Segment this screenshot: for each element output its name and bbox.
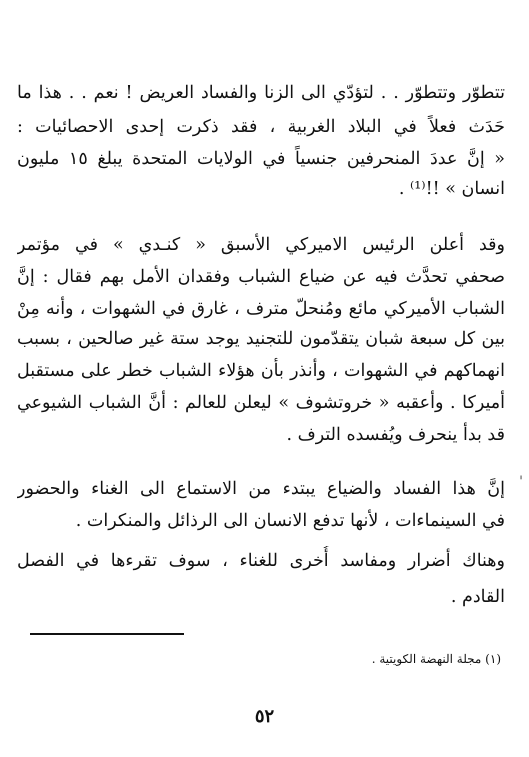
paragraph-4-line-1: وهناك أضرار ومفاسد أُخرى للغناء ، سوف تقرءها في الفصل xyxy=(17,551,505,571)
paragraph-3-line-1: إنَّ هذا الفساد والضياع يبتدء من الاستماع الى الغناء والحضور xyxy=(17,479,505,499)
paragraph-2-line-2: صحفي تحدَّث فيه عن ضياع الشباب وفقدان الأمل بهم فقال : إنَّ xyxy=(17,267,505,287)
paragraph-1-line-1: تتطوّر وتتطوّر . . لتؤدّي الى الزنا والفساد العريض ! نعم . . هذا ما xyxy=(17,83,505,103)
paragraph-2-line-1: وقد أعلن الرئيس الاميركي الأسبق « كنـدي » في مؤتمر xyxy=(17,235,505,255)
paragraph-2-line-4: بين كل سبعة شبان يتقدّمون للتجنيد يوجد ستة غير صالحين ، بسبب xyxy=(17,329,505,349)
paragraph-1-line-2: حَدَث فعلاً في البلاد الغربية ، فقد ذكرت إحدى الاحصائيات : xyxy=(17,117,505,137)
paragraph-1-line-3: « إنَّ عددَ المنحرفين جنسياً في الولايات المتحدة يبلغ ١٥ مليون xyxy=(17,149,505,169)
footnote: (١) مجلة النهضة الكويتية . xyxy=(371,652,501,666)
paragraph-4-line-2: القادم . xyxy=(450,587,505,607)
footnote-separator xyxy=(30,633,184,635)
paragraph-2-line-5: انهماكهم في الشهوات ، وأنذر بأن هؤلاء الشباب خطر على مستقبل xyxy=(17,361,505,381)
paragraph-3-line-2: في السينماءات ، لأنها تدفع الانسان الى الرذائل والمنكرات . xyxy=(75,511,505,531)
paragraph-2-line-3: الشباب الأميركي مائع ومُنحلّ مترف ، غارق في الشهوات ، وأنه مِنْ xyxy=(17,299,505,319)
page-number: ٥٢ xyxy=(254,706,275,727)
paragraph-1-line-4: انسان » !!⁽¹⁾ . xyxy=(398,179,505,199)
margin-mark: ' xyxy=(519,474,523,490)
paragraph-2-line-6: أميركا . وأعقبه « خروتشوف » ليعلن للعالم : أنَّ الشباب الشيوعي xyxy=(17,393,505,413)
paragraph-2-line-7: قد بدأ ينحرف ويُفسده الترف . xyxy=(286,425,505,445)
